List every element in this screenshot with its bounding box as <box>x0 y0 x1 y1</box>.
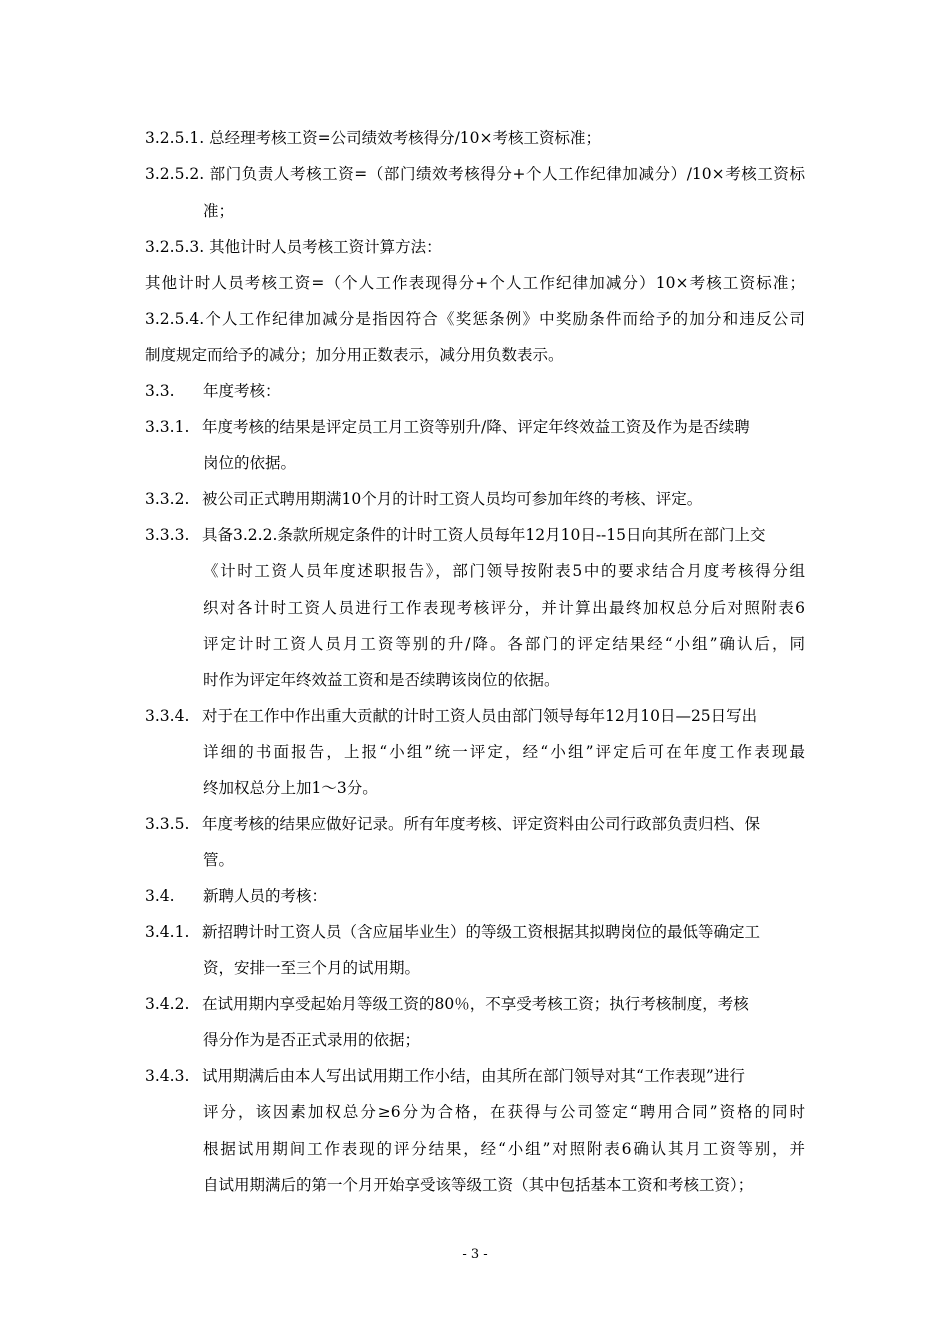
clause-3-3-4: 3.3.4. 对于在工作中作出重大贡献的计时工资人员由部门领导每年12月10日—25日写出 <box>145 707 758 725</box>
clause-3-4-3-cont-1: 评分，该因素加权总分≥6分为合格，在获得与公司签定“聘用合同”资格的同时 <box>203 1103 805 1121</box>
clause-3-2-5-3-formula: 其他计时人员考核工资=（个人工作表现得分+个人工作纪律加减分）10×考核工资标准； <box>145 274 805 292</box>
clause-3-4-3-cont-3: 自试用期满后的第一个月开始享受该等级工资（其中包括基本工资和考核工资）； <box>203 1176 754 1194</box>
section-3-3-heading <box>145 380 805 402</box>
clause-3-3-4-cont-1: 详细的书面报告，上报“小组”统一评定，经“小组”评定后可在年度工作表现最 <box>203 743 805 761</box>
clause-number: 3.4.2. <box>145 995 190 1013</box>
clause-3-2-5-4: 3.2.5.4.个人工作纪律加减分是指因符合《奖惩条例》中奖励条件而给予的加分和违反公司 <box>145 310 805 328</box>
section-number: 3.3. <box>145 382 175 400</box>
clause-3-2-5-1: 3.2.5.1. 总经理考核工资=公司绩效考核得分/10×考核工资标准； <box>145 129 602 147</box>
clause-3-4-3-cont-2: 根据试用期间工作表现的评分结果，经“小组”对照附表6确认其月工资等别，并 <box>203 1140 805 1158</box>
clause-number: 3.3.3. <box>145 526 190 544</box>
clause-number: 3.3.1. <box>145 418 190 436</box>
clause-3-2-5-4-cont: 制度规定而给予的减分；加分用正数表示，减分用负数表示。 <box>145 346 564 364</box>
clause-3-3-1: 3.3.1. 年度考核的结果是评定员工月工资等别升/降、评定年终效益工资及作为是否续聘 <box>145 418 750 436</box>
clause-3-3-3-cont-3: 评定计时工资人员月工资等别的升/降。各部门的评定结果经“小组”确认后，同 <box>203 635 805 653</box>
clause-number: 3.3.4. <box>145 707 190 725</box>
section-3-4-heading <box>145 885 805 907</box>
clause-3-3-5-cont: 管。 <box>203 851 235 869</box>
clause-number: 3.3.5. <box>145 815 190 833</box>
clause-3-3-3-cont-4: 时作为评定年终效益工资和是否续聘该岗位的依据。 <box>203 671 560 689</box>
clause-3-4-1: 3.4.1. 新招聘计时工资人员（含应届毕业生）的等级工资根据其拟聘岗位的最低等确定工 <box>145 923 761 941</box>
clause-3-3-4-cont-2: 终加权总分上加1～3分。 <box>203 779 378 797</box>
clause-3-4-2-cont: 得分作为是否正式录用的依据； <box>203 1031 421 1049</box>
clause-3-4-1-cont: 资，安排一至三个月的试用期。 <box>203 959 421 977</box>
section-title: 新聘人员的考核： <box>203 887 328 905</box>
clause-3-4-2: 3.4.2. 在试用期内享受起始月等级工资的80％，不享受考核工资；执行考核制度，考核 <box>145 995 749 1013</box>
page-number: - 3 - <box>462 1247 488 1262</box>
clause-3-3-3-cont-1: 《计时工资人员年度述职报告》，部门领导按附表5中的要求结合月度考核得分组 <box>203 562 805 580</box>
clause-3-3-2: 3.3.2. 被公司正式聘用期满10个月的计时工资人员均可参加年终的考核、评定。 <box>145 490 703 508</box>
clause-3-2-5-2: 3.2.5.2. 部门负责人考核工资=（部门绩效考核得分+个人工作纪律加减分）/10×考核工资标 <box>145 165 805 183</box>
clause-number: 3.4.3. <box>145 1067 190 1085</box>
section-title: 年度考核： <box>203 382 281 400</box>
clause-number: 3.4.1. <box>145 923 190 941</box>
clause-3-3-3-cont-2: 织对各计时工资人员进行工作表现考核评分，并计算出最终加权总分后对照附表6 <box>203 599 805 617</box>
clause-3-2-5-2-cont: 准； <box>203 202 235 220</box>
clause-number: 3.3.2. <box>145 490 190 508</box>
clause-3-4-3: 3.4.3. 试用期满后由本人写出试用期工作小结，由其所在部门领导对其“工作表现”进行 <box>145 1067 745 1085</box>
section-number: 3.4. <box>145 887 175 905</box>
clause-3-3-3: 3.3.3. 具备3.2.2.条款所规定条件的计时工资人员每年12月10日--15日向其所在部门上交 <box>145 526 766 544</box>
clause-3-2-5-3: 3.2.5.3. 其他计时人员考核工资计算方法： <box>145 238 442 256</box>
clause-3-3-5: 3.3.5. 年度考核的结果应做好记录。所有年度考核、评定资料由公司行政部负责归档、保 <box>145 815 761 833</box>
clause-3-3-1-cont: 岗位的依据。 <box>203 454 297 472</box>
